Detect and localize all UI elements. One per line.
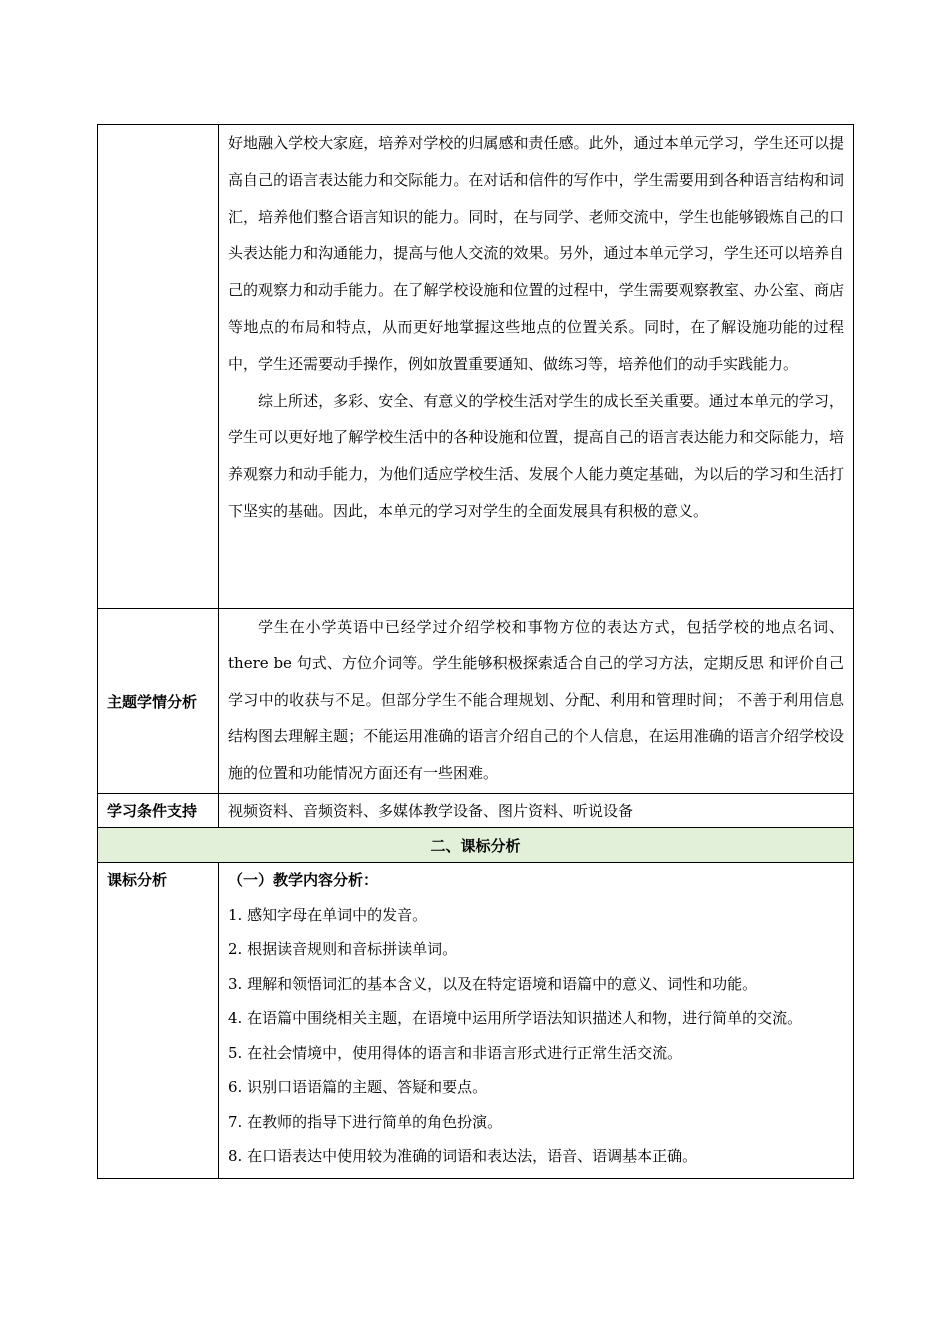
continued-content-cell (219, 125, 854, 609)
section-header-row (98, 828, 854, 863)
continued-paragraph-2: 综上所述，多彩、安全、有意义的学校生活对学生的成长至关重要。通过本单元的学习，学生可以更好地了解学校生活中的各种设施和位置，提高自己的语言表达能力和交际能力，培养观察力和动手能力，为他们适应学校生活、发展个人能力奠定基础，为以后的学习和生活打下坚实的基础。因此，本单元的学习对学生的全面发展具有积极的意义。 (228, 391, 844, 520)
continued-row (98, 125, 854, 609)
curriculum-item: 4. 在语篇中围绕相关主题，在语境中运用所学语法知识描述人和物，进行简单的交流。 (228, 1009, 803, 1028)
learner-analysis-text: 学生在小学英语中已经学过介绍学校和事物方位的表达方式，包括学校的地点名词、there be 句式、方位介词等。学生能够积极探索适合自己的学习方法，定期反思 和评价自己学习中的收获与不足。但部分学生不能合理规划、分配、利用和管理时间； 不善于利用信息结构图去理解主题；不能运用准确的语言介绍自己的个人信息，在运用准确的语言介绍学校设施的位置和功能情况方面还有一些困难。 (228, 618, 844, 782)
curriculum-item: 5. 在社会情境中，使用得体的语言和非语言形式进行正常生活交流。 (228, 1043, 683, 1062)
curriculum-item: 2. 根据读音规则和音标拼读单词。 (228, 940, 458, 959)
continued-paragraph-1: 好地融入学校大家庭，培养对学校的归属感和责任感。此外，通过本单元学习，学生还可以提高自己的语言表达能力和交际能力。在对话和信件的写作中，学生需要用到各种语言结构和词汇，培养他们整合语言知识的能力。同时，在与同学、老师交流中，学生也能够锻炼自己的口头表达能力和沟通能力，提高与他人交流的效果。另外，通过本单元学习，学生还可以培养自己的观察力和动手能力。在了解学校设施和位置的过程中，学生需要观察教室、办公室、商店等地点的布局和特点，从而更好地掌握这些地点的位置关系。同时，在了解设施功能的过程中，学生还需要动手操作，例如放置重要通知、做练习等，培养他们的动手实践能力。 (228, 134, 844, 373)
curriculum-item: 6. 识别口语语篇的主题、答疑和要点。 (228, 1078, 488, 1097)
curriculum-analysis-row (98, 863, 854, 1179)
curriculum-analysis-label: 课标分析 (98, 863, 219, 1179)
curriculum-analysis-content-cell (219, 863, 854, 1179)
curriculum-item: 3. 理解和领悟词汇的基本含义，以及在特定语境和语篇中的意义、词性和功能。 (228, 974, 758, 993)
learner-analysis-content-cell (219, 609, 854, 794)
learner-analysis-label: 主题学情分析 (98, 609, 219, 794)
curriculum-subtitle: （一）教学内容分析： (228, 871, 379, 890)
curriculum-item: 1. 感知字母在单词中的发音。 (228, 905, 428, 924)
continued-label-cell (98, 125, 219, 609)
learning-support-label: 学习条件支持 (98, 794, 219, 828)
section-header: 二、课标分析 (98, 828, 854, 863)
learning-support-row (98, 794, 854, 828)
curriculum-item: 8. 在口语表达中使用较为准确的词语和表达法，语音、语调基本正确。 (228, 1147, 698, 1166)
learning-support-text: 视频资料、音频资料、多媒体教学设备、图片资料、听说设备 (219, 794, 854, 828)
curriculum-item: 7. 在教师的指导下进行简单的角色扮演。 (228, 1112, 503, 1131)
lesson-plan-table (97, 124, 854, 1179)
learner-analysis-row (98, 609, 854, 794)
